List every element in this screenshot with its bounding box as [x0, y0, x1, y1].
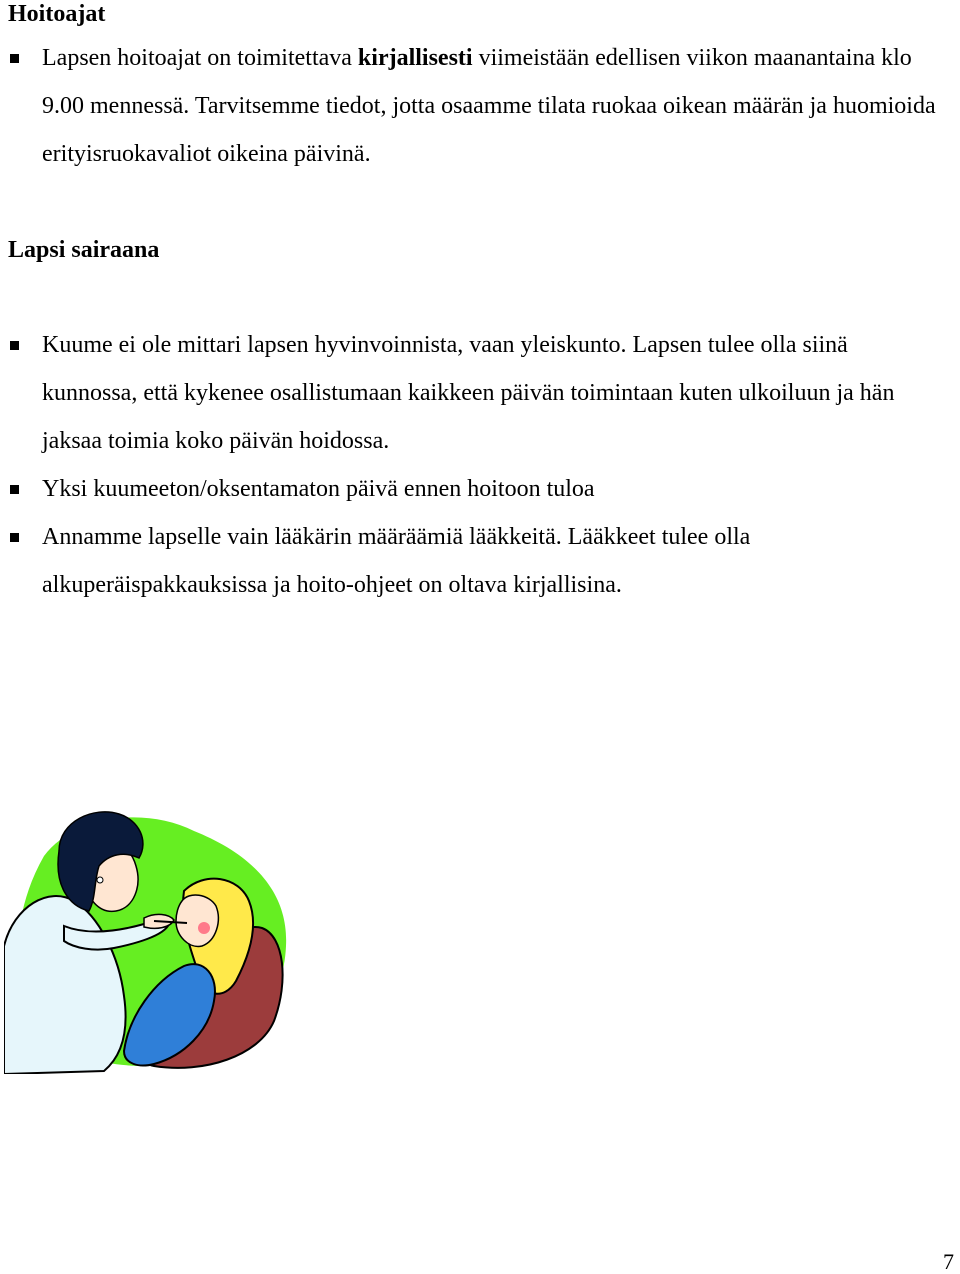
bullet-text	[42, 34, 942, 178]
bullet-square-icon	[10, 341, 19, 350]
child-cheek	[198, 922, 210, 934]
bullet-text: Kuume ei ole mittari lapsen hyvinvoinnista, vaan yleiskunto. Lapsen tulee olla siinä kunnossa, että kykenee osallistumaan kaikkeen päivän toimintaan kuten ulkoiluun ja hän jaksaa toimia koko päivän hoidossa.	[42, 332, 895, 454]
child-face	[176, 895, 218, 946]
text-run: Lapsen hoitoajat on toimitettava	[42, 45, 358, 71]
page-number: 7	[943, 1249, 954, 1274]
bullet-square-icon	[10, 533, 19, 542]
nurse-caring-child-illustration	[4, 806, 294, 1074]
bullet-square-icon	[10, 54, 19, 63]
section-title-hoitoajat: Hoitoajat	[8, 1, 106, 27]
section-title-lapsi-sairaana: Lapsi sairaana	[8, 237, 160, 263]
bullet-text: Annamme lapselle vain lääkärin määräämiä lääkkeitä. Lääkkeet tulee olla alkuperäispakkauksissa ja hoito-ohjeet on oltava kirjallisina.	[42, 524, 751, 598]
nurse-earring	[97, 877, 103, 883]
bold-text-run: kirjallisesti	[357, 45, 473, 71]
bullet-text: Yksi kuumeeton/oksentamaton päivä ennen hoitoon tuloa	[42, 476, 595, 502]
text-run: viimeistään edellisen viikon maanantaina klo 9.00 mennessä. Tarvitsemme tiedot, jotta osaamme tilata ruokaa oikean määrän ja huomioida erityisruokavaliot oikeina päivinä.	[42, 45, 936, 167]
bullet-square-icon	[10, 485, 19, 494]
